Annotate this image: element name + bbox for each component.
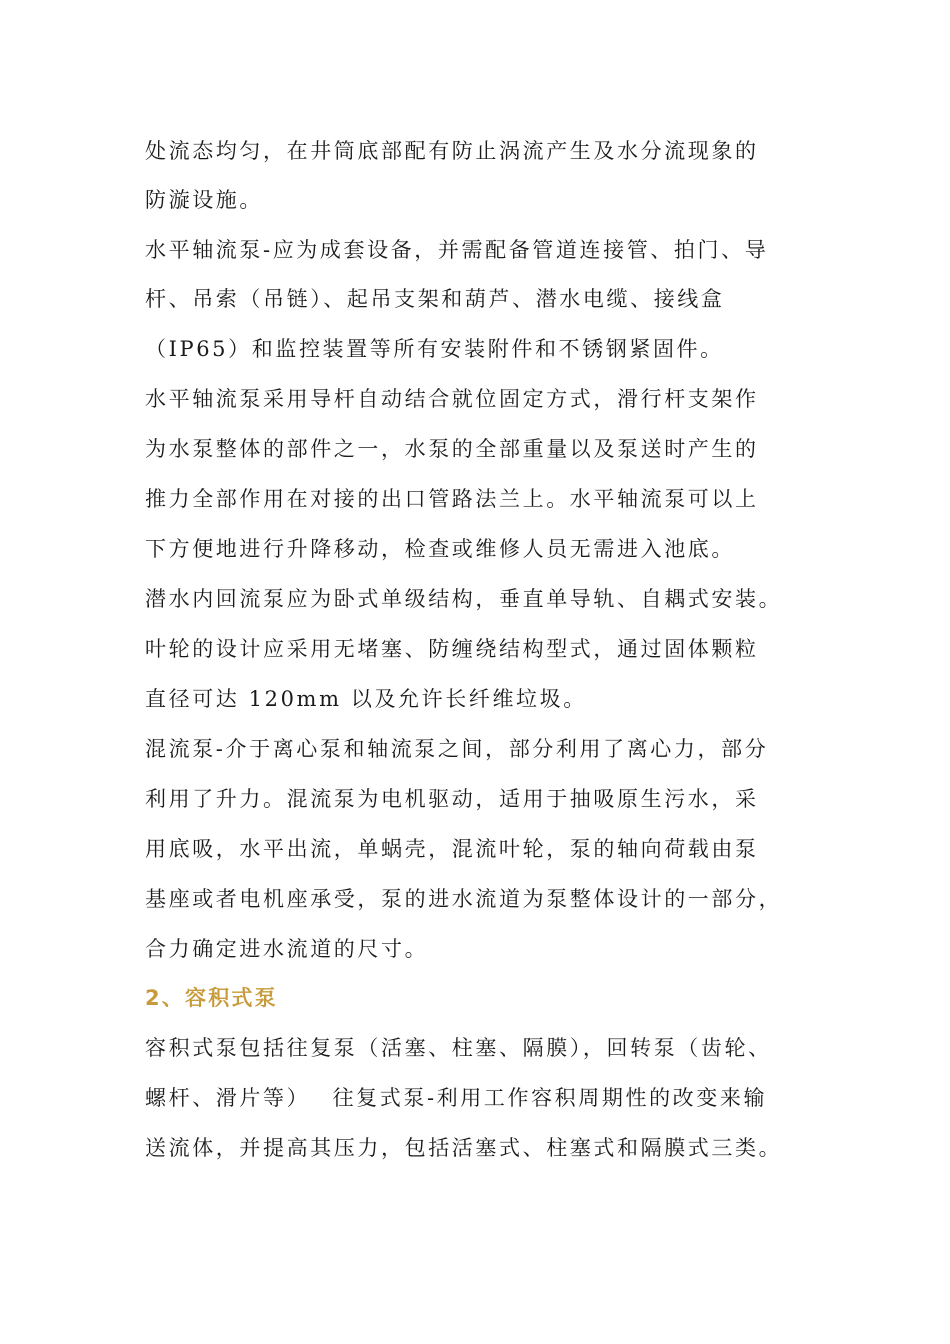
section-heading: 2、容积式泵 <box>145 986 278 1010</box>
text-line: 处流态均匀，在井筒底部配有防止涡流产生及水分流现象的 <box>145 139 759 163</box>
text-line: 下方便地进行升降移动，检查或维修人员无需进入池底。 <box>145 537 735 561</box>
text-line: 合力确定进水流道的尺寸。 <box>145 937 429 961</box>
text-line: 混流泵-介于离心泵和轴流泵之间，部分利用了离心力，部分 <box>145 737 769 761</box>
text-line: 潜水内回流泵应为卧式单级结构，垂直单导轨、自耦式安装。 <box>145 587 783 611</box>
text-line: 螺杆、滑片等） 往复式泵-利用工作容积周期性的改变来输 <box>145 1086 768 1110</box>
text-line: 水平轴流泵采用导杆自动结合就位固定方式，滑行杆支架作 <box>145 387 759 411</box>
text-line: （IP65）和监控装置等所有安装附件和不锈钢紧固件。 <box>145 337 724 361</box>
text-line: 基座或者电机座承受，泵的进水流道为泵整体设计的一部分， <box>145 887 783 911</box>
text-line: 容积式泵包括往复泵（活塞、柱塞、隔膜），回转泵（齿轮、 <box>145 1036 772 1060</box>
text-line: 推力全部作用在对接的出口管路法兰上。水平轴流泵可以上 <box>145 487 759 511</box>
text-line: 直径可达 120mm 以及允许长纤维垃圾。 <box>145 687 587 711</box>
text-line: 杆、吊索（吊链）、起吊支架和葫芦、潜水电缆、接线盒 <box>145 287 725 311</box>
text-line: 水平轴流泵-应为成套设备，并需配备管道连接管、拍门、导 <box>145 238 769 262</box>
text-line: 防漩设施。 <box>145 188 263 212</box>
text-line: 叶轮的设计应采用无堵塞、防缠绕结构型式，通过固体颗粒 <box>145 637 759 661</box>
text-line: 送流体，并提高其压力，包括活塞式、柱塞式和隔膜式三类。 <box>145 1136 783 1160</box>
text-line: 用底吸，水平出流，单蜗壳，混流叶轮，泵的轴向荷载由泵 <box>145 837 759 861</box>
text-line: 为水泵整体的部件之一，水泵的全部重量以及泵送时产生的 <box>145 437 759 461</box>
text-line: 利用了升力。混流泵为电机驱动，适用于抽吸原生污水，采 <box>145 787 759 811</box>
